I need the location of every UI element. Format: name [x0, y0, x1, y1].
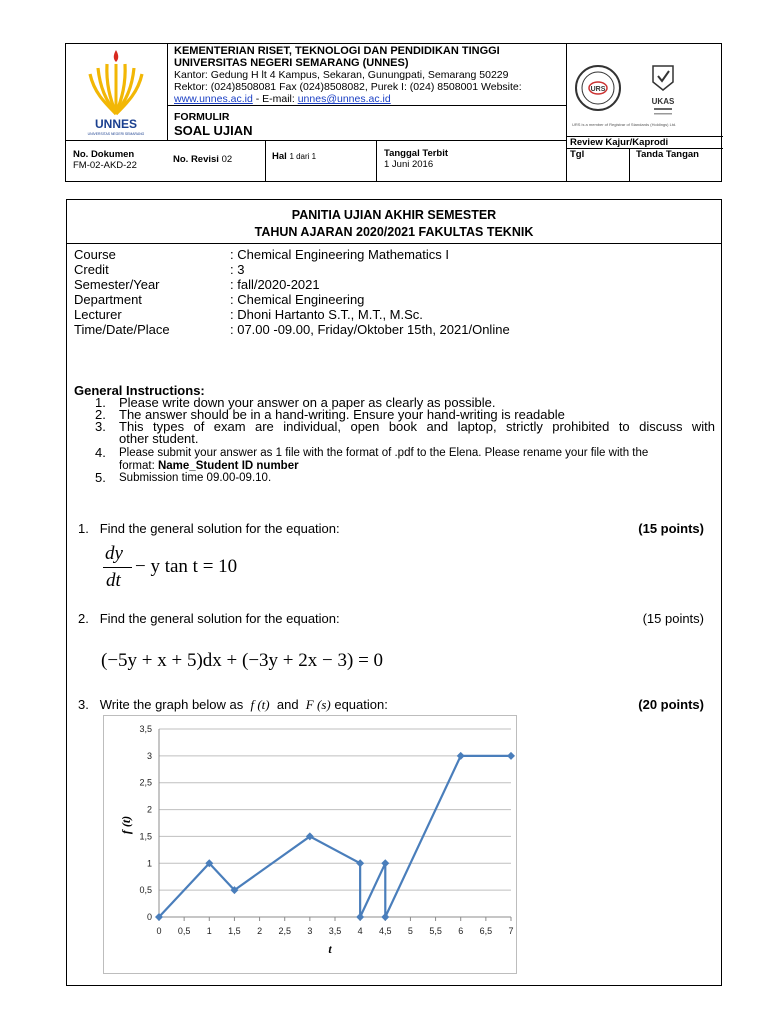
x-tick-label: 4,5 — [379, 926, 392, 936]
x-tick-label: 7 — [508, 926, 514, 936]
svg-text:URS is a member of Registrar o: URS is a member of Registrar of Standards (Holdings) Ltd. — [572, 122, 677, 127]
signature-label: Tanda Tangan — [636, 149, 699, 160]
x-tick-label: 3 — [307, 926, 313, 936]
data-point — [381, 859, 389, 867]
divider — [66, 140, 566, 141]
y-tick-label: 3 — [146, 750, 152, 761]
info-row: Department : Chemical Engineering — [74, 292, 365, 307]
svg-text:URS: URS — [590, 86, 606, 93]
divider — [265, 140, 266, 181]
x-tick-label: 3,5 — [328, 926, 342, 936]
question-2: 2. Find the general solution for the equation: — [78, 611, 340, 626]
revision-cell: No. Revisi 02 — [173, 154, 233, 165]
question-3: 3. Write the graph below as f (t) and F (s) equation: — [78, 697, 388, 712]
y-tick-label: 0 — [146, 912, 152, 922]
x-tick-label: 6,5 — [479, 926, 493, 936]
info-row: Semester/Year : fall/2020-2021 — [74, 277, 320, 292]
contact-web: www.unnes.ac.id - E-mail: unnes@unnes.ac.id — [174, 93, 391, 105]
y-tick-label: 1,5 — [139, 831, 152, 842]
issue-date-cell: Tanggal Terbit 1 Juni 2016 — [384, 148, 449, 170]
date-label: Tgl — [570, 149, 585, 160]
x-tick-label: 1 — [206, 926, 212, 936]
svg-text:UNNES: UNNES — [94, 117, 138, 131]
y-tick-label: 2 — [146, 804, 152, 815]
question-3-points: (20 points) — [638, 697, 704, 712]
info-row: Time/Date/Place : 07.00 -09.00, Friday/Oktober 15th, 2021/Online — [74, 322, 510, 337]
doc-number-cell: No. Dokumen FM-02-AKD-22 — [73, 149, 137, 171]
question-2-points: (15 points) — [642, 611, 704, 626]
y-tick-label: 2,5 — [139, 777, 152, 788]
divider — [566, 44, 567, 181]
divider — [629, 148, 630, 181]
ministry-name: KEMENTERIAN RISET, TEKNOLOGI DAN PENDIDIKAN TINGGI — [174, 45, 500, 57]
data-point — [356, 859, 364, 867]
svg-text:UKAS: UKAS — [651, 97, 675, 106]
y-axis-label: f (t) — [119, 815, 133, 835]
data-point — [381, 913, 389, 921]
line-chart — [104, 716, 518, 975]
function-graph — [103, 715, 517, 974]
question-1-points: (15 points) — [638, 521, 704, 536]
exam-title: PANITIA UJIAN AKHIR SEMESTER — [291, 208, 497, 222]
x-tick-label: 2,5 — [278, 926, 291, 936]
svg-text:UNIVERSITAS NEGERI SEMARANG: UNIVERSITAS NEGERI SEMARANG — [87, 132, 145, 136]
form-label: FORMULIR — [174, 111, 230, 123]
info-row: Course : Chemical Engineering Mathematics I — [74, 247, 449, 262]
certification-logos — [568, 50, 718, 130]
divider — [67, 243, 721, 244]
x-tick-label: 5 — [407, 926, 413, 936]
institution-block — [174, 45, 564, 105]
y-tick-label: 1 — [146, 858, 152, 869]
x-axis-label: t — [328, 942, 332, 956]
unnes-logo — [66, 44, 167, 140]
form-title: SOAL UJIAN — [174, 123, 253, 138]
data-point — [457, 752, 465, 760]
equation-2: (−5y + x + 5)dx + (−3y + 2x − 3) = 0 — [101, 650, 384, 671]
office-address: Kantor: Gedung H lt 4 Kampus, Sekaran, Gunungpati, Semarang 50229 — [174, 69, 509, 81]
exam-subtitle: TAHUN AJARAN 2020/2021 FAKULTAS TEKNIK — [254, 225, 534, 239]
exam-sheet: PANITIA UJIAN AKHIR SEMESTER TAHUN AJARAN 2020/2021 FAKULTAS TEKNIK Course : Chemical Engineering Mathematics I Credit : 3 Semester/Year : fall/2020-2021 Department : Chemical Engineering Lecturer : Dhoni Hartanto S.T., M.T., M.Sc. Time/Date/Place : 07.00 -09.00, Friday/Oktober 15th, 2021/Online General Instructions: 1. Please write down your answer on a paper as clearly as possible. 2. The answer should be in a hand-writing. Ensure your hand-writing is readable 3. This types of exam are individual, open book and laptop, strictly prohibited to discuss with other student. 4. Please submit your answer as 1 file with the format of .pdf to the Elena. Please rename your file with the format: Name_Student ID number 5. Submission time 09.00-09.10. 1. Find the general solution for the equation: (15 points) dy dt − y tan t = 10 2. Find the general solution for the equation: (15 points) (−5y + x + 5)dx + (−3y + 2x − 3) = 0 3. Write the graph below as f (t) and F (s) equation: (20 points) 0 0,5 1 1,5 2 2,5 3 3,5 0 0,5 1 1,5 2 2,5 3 3,5 4 4,5 5 5,5 6 6,5 7 t f (t) — [66, 199, 722, 986]
x-tick-label: 1,5 — [228, 926, 241, 936]
x-tick-label: 0,5 — [177, 926, 191, 936]
divider — [167, 44, 168, 140]
document-header — [65, 43, 722, 182]
x-tick-label: 6 — [458, 926, 464, 936]
data-point — [356, 913, 364, 921]
x-tick-label: 4 — [357, 926, 363, 936]
data-point — [507, 752, 515, 760]
x-tick-label: 5,5 — [429, 926, 442, 936]
page-cell: Hal 1 dari 1 — [272, 151, 317, 162]
info-row: Credit : 3 — [74, 262, 245, 277]
review-label: Review Kajur/Kaprodi — [570, 137, 669, 148]
divider — [167, 105, 566, 106]
info-row: Lecturer : Dhoni Hartanto S.T., M.T., M.Sc. — [74, 307, 423, 322]
question-1: 1. Find the general solution for the equation: — [78, 521, 340, 536]
email-link[interactable]: unnes@unnes.ac.id — [297, 93, 391, 105]
website-link[interactable]: www.unnes.ac.id — [174, 93, 253, 105]
y-tick-label: 3,5 — [139, 724, 152, 734]
x-tick-label: 0 — [156, 926, 162, 936]
divider — [376, 140, 377, 181]
contact-phones: Rektor: (024)8508081 Fax (024)8508082, Purek I: (024) 8508001 Website: — [174, 81, 522, 93]
x-tick-label: 2 — [257, 926, 263, 936]
instructions-title: General Instructions: — [74, 383, 205, 398]
university-name: UNIVERSITAS NEGERI SEMARANG (UNNES) — [174, 57, 409, 69]
y-tick-label: 0,5 — [139, 885, 152, 896]
